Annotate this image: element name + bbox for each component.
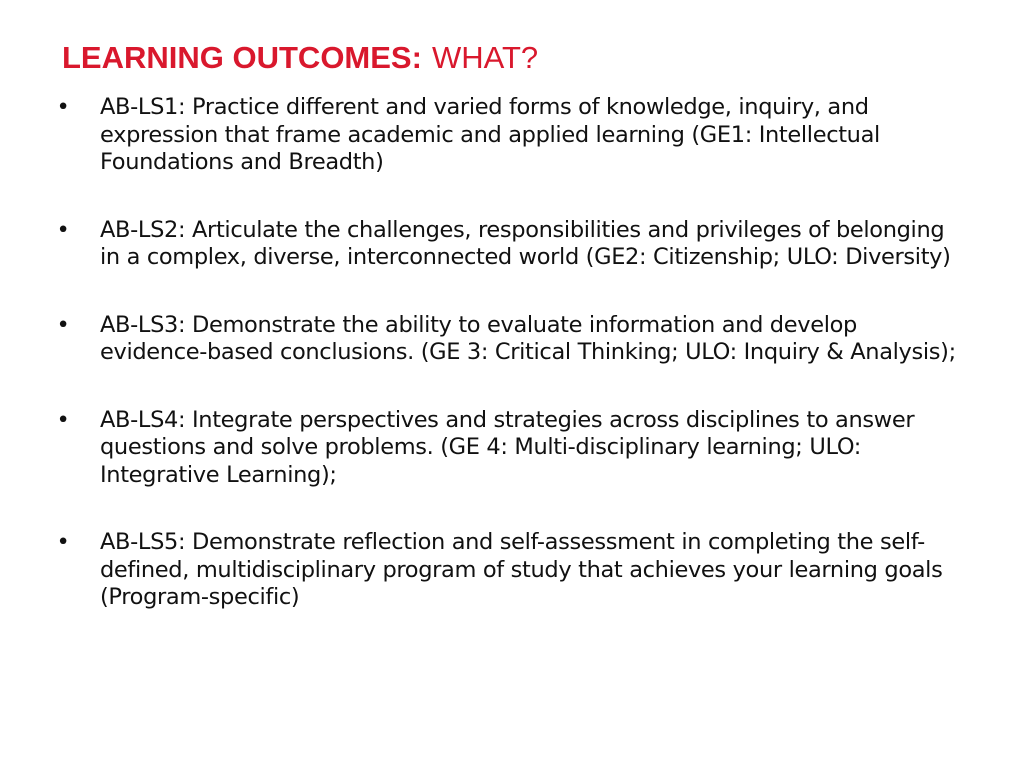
outcome-text: AB-LS1: Practice different and varied forms of knowledge, inquiry, and expression that frame academic and applied learning (GE1: Intellectual Foundations and Breadth)	[100, 94, 880, 175]
bullet-icon: •	[56, 311, 70, 338]
outcome-text: AB-LS3: Demonstrate the ability to evaluate information and develop evidence-based conclusions. (GE 3: Critical Thinking; ULO: Inquiry & Analysis);	[100, 311, 956, 365]
list-item-ab-ls4	[56, 407, 966, 490]
bullet-icon: •	[56, 94, 70, 120]
outcome-text: AB-LS4: Integrate perspectives and strategies across disciplines to answer questions and solve problems. (GE 4: Multi-disciplinary learning; ULO: Integrative Learning);	[100, 406, 915, 488]
learning-outcomes-list	[56, 94, 966, 652]
list-item-ab-ls3	[56, 312, 966, 367]
bullet-icon: •	[56, 529, 70, 555]
bullet-icon: •	[56, 216, 70, 243]
bullet-icon: •	[56, 406, 70, 433]
list-item-ab-ls1	[56, 94, 966, 177]
outcome-text: AB-LS5: Demonstrate reflection and self-assessment in completing the self-defined, multidisciplinary program of study that achieves your learning goals (Program-specific)	[100, 529, 943, 610]
list-item-ab-ls2	[56, 217, 966, 272]
slide-title	[62, 38, 538, 78]
title-strong-text: LEARNING OUTCOMES:	[62, 40, 422, 75]
outcome-text: AB-LS2: Articulate the challenges, responsibilities and privileges of belonging in a complex, diverse, interconnected world (GE2: Citizenship; ULO: Diversity)	[100, 216, 951, 270]
title-light-text: WHAT?	[431, 40, 539, 75]
list-item-ab-ls5	[56, 529, 966, 612]
